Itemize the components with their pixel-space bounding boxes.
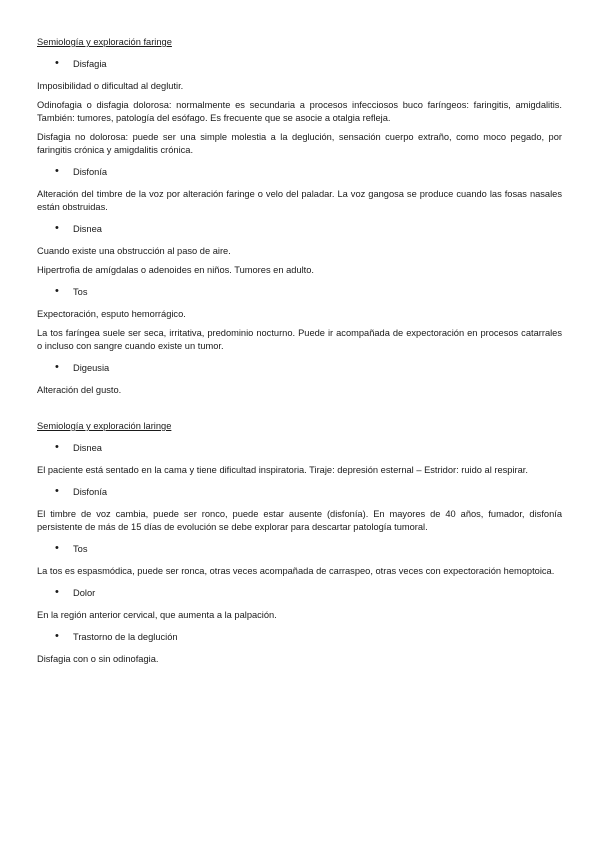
section-heading-laringe: Semiología y exploración laringe	[37, 421, 172, 431]
paragraph: Alteración del gusto.	[37, 385, 122, 395]
paragraph: En la región anterior cervical, que aumenta a la palpación.	[37, 610, 277, 620]
paragraph: Hipertrofia de amígdalas o adenoides en niños. Tumores en adulto.	[37, 265, 315, 275]
paragraph: Disfagia con o sin odinofagia.	[37, 654, 159, 664]
bullet-item-dolor: • Dolor	[37, 587, 562, 600]
paragraph: Cuando existe una obstrucción al paso de aire.	[37, 246, 231, 256]
paragraph: Imposibilidad o dificultad al deglutir.	[37, 81, 184, 91]
paragraph: El timbre de voz cambia, puede ser ronco, puede estar ausente (disfonía). En mayores de 40 años, fumador, disfonía persistente de más de 15 días de evolución se debe explorar para descartar patología tumoral.	[37, 509, 562, 532]
bullet-item-tos: • Tos	[37, 286, 562, 299]
paragraph: El paciente está sentado en la cama y tiene dificultad inspiratoria. Tiraje: depresión esternal – Estridor: ruido al respirar.	[37, 465, 528, 475]
paragraph: Odinofagia o disfagia dolorosa: normalmente es secundaria a procesos infecciosos buco faríngeos: faringitis, amigdalitis. También: tumores, patología del esófago. Es frecuente que se asocie a otalgia refleja.	[37, 100, 562, 123]
section-heading-faringe: Semiología y exploración faringe	[37, 37, 172, 47]
paragraph: La tos es espasmódica, puede ser ronca, otras veces acompañada de carraspeo, otras veces con expectoración hemoptoica.	[37, 566, 555, 576]
bullet-item-disfagia: • Disfagia	[37, 58, 562, 71]
bullet-item-disfonia: • Disfonía	[37, 486, 562, 499]
paragraph: Expectoración, esputo hemorrágico.	[37, 309, 186, 319]
bullet-item-digeusia: • Digeusia	[37, 362, 562, 375]
bullet-item-tos: • Tos	[37, 543, 562, 556]
paragraph: Alteración del timbre de la voz por alteración faringe o velo del paladar. La voz gangosa se produce cuando las fosas nasales están obstruidas.	[37, 189, 562, 212]
bullet-item-disnea: • Disnea	[37, 223, 562, 236]
bullet-item-disfonia: • Disfonía	[37, 166, 562, 179]
bullet-item-trastorno-deglucion: • Trastorno de la deglución	[37, 631, 562, 644]
paragraph: Disfagia no dolorosa: puede ser una simple molestia a la deglución, sensación cuerpo extraño, como moco pegado, por faringitis crónica y amigdalitis crónica.	[37, 132, 562, 155]
bullet-item-disnea: • Disnea	[37, 442, 562, 455]
paragraph: La tos faríngea suele ser seca, irritativa, predominio nocturno. Puede ir acompañada de expectoración en procesos catarrales o incluso con sangre cuando existe un tumor.	[37, 328, 562, 351]
